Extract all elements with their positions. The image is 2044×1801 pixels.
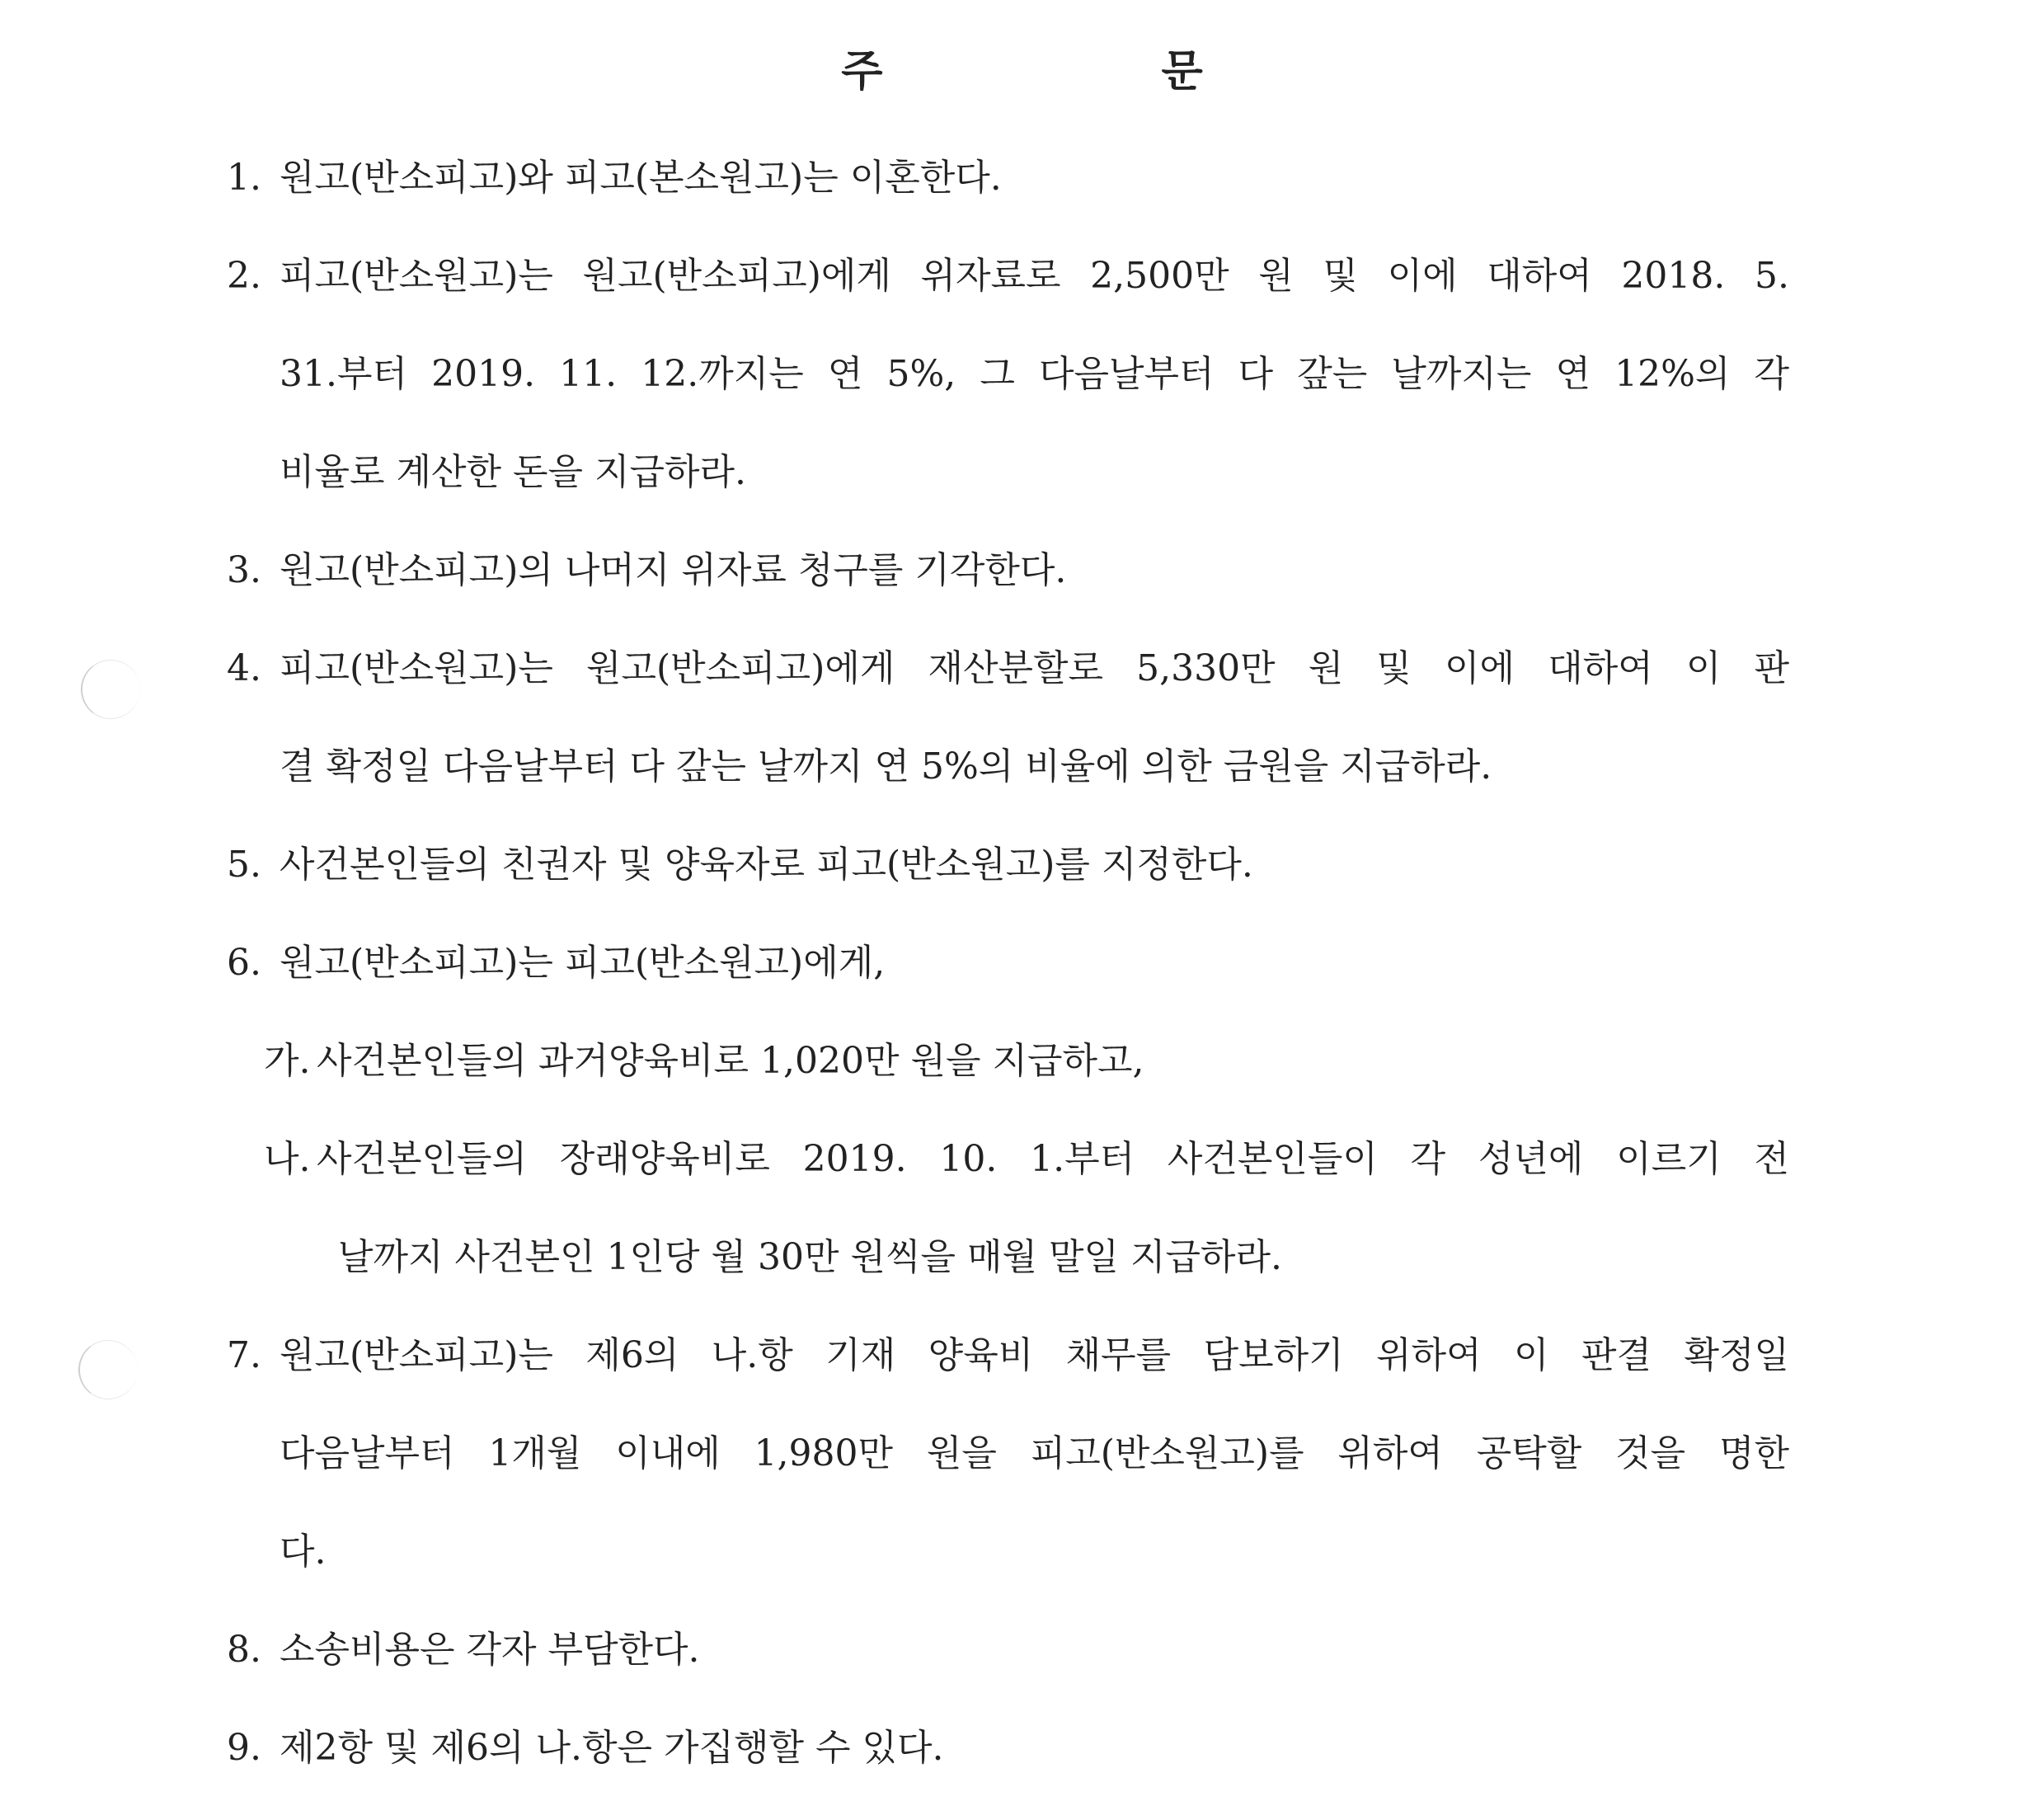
item-number: 9. bbox=[227, 1727, 261, 1769]
item-text: 피고(반소원고)는 원고(반소피고)에게 위자료로 2,500만 원 및 이에 대하여 2018. 5. bbox=[280, 255, 1789, 297]
item-1 bbox=[227, 153, 1002, 203]
item-4-continuation: 결 확정일 다음날부터 다 갚는 날까지 연 5%의 비율에 의한 금원을 지급하라. bbox=[280, 745, 1492, 788]
item-4 bbox=[227, 644, 1789, 694]
item-text: 피고(반소원고)는 원고(반소피고)에게 재산분할로 5,330만 원 및 이에 대하여 이 판 bbox=[280, 647, 1789, 689]
item-number: 2. bbox=[227, 255, 261, 297]
document-title: 주 문 bbox=[841, 46, 1335, 96]
item-text: 사건본인들의 장래양육비로 2019. 10. 1.부터 사건본인들이 각 성년에 이르기 전 bbox=[317, 1138, 1789, 1180]
item-2 bbox=[227, 252, 1789, 301]
binding-hole-mark bbox=[78, 1340, 138, 1399]
item-number: 가. bbox=[264, 1040, 311, 1082]
item-number: 5. bbox=[227, 844, 261, 886]
item-number: 8. bbox=[227, 1629, 261, 1671]
item-7-continuation: 다. bbox=[280, 1531, 327, 1573]
item-number: 1. bbox=[227, 157, 261, 199]
item-2-continuation: 비율로 계산한 돈을 지급하라. bbox=[280, 451, 746, 493]
item-6 bbox=[227, 938, 885, 988]
item-text: 제2항 및 제6의 나.항은 가집행할 수 있다. bbox=[280, 1727, 944, 1769]
item-9 bbox=[227, 1723, 943, 1773]
item-number: 7. bbox=[227, 1334, 261, 1376]
item-2-continuation: 31.부터 2019. 11. 12.까지는 연 5%, 그 다음날부터 다 갚는 날까지는 연 12%의 각 bbox=[280, 353, 1789, 395]
item-3 bbox=[227, 546, 1066, 595]
item-number: 4. bbox=[227, 647, 261, 689]
item-5 bbox=[227, 840, 1253, 890]
item-text: 소송비용은 각자 부담한다. bbox=[280, 1629, 700, 1671]
sub-item-na bbox=[264, 1135, 1789, 1184]
item-7 bbox=[227, 1331, 1789, 1380]
sub-item-na-continuation: 날까지 사건본인 1인당 월 30만 원씩을 매월 말일 지급하라. bbox=[338, 1236, 1282, 1278]
item-number: 나. bbox=[264, 1138, 311, 1180]
item-text: 원고(반소피고)의 나머지 위자료 청구를 기각한다. bbox=[280, 549, 1067, 591]
item-number: 6. bbox=[227, 942, 261, 984]
item-number: 3. bbox=[227, 549, 261, 591]
item-text: 원고(반소피고)와 피고(본소원고)는 이혼한다. bbox=[280, 157, 1002, 199]
sub-item-ga bbox=[264, 1037, 1144, 1086]
item-text: 원고(반소피고)는 제6의 나.항 기재 양육비 채무를 담보하기 위하여 이 판결 확정일 bbox=[280, 1334, 1789, 1376]
binding-hole-mark bbox=[81, 660, 140, 719]
item-text: 사건본인들의 과거양육비로 1,020만 원을 지급하고, bbox=[317, 1040, 1144, 1082]
item-7-continuation: 다음날부터 1개월 이내에 1,980만 원을 피고(반소원고)를 위하여 공탁할 것을 명한 bbox=[280, 1432, 1789, 1474]
item-text: 사건본인들의 친권자 및 양육자로 피고(반소원고)를 지정한다. bbox=[280, 844, 1253, 886]
item-8 bbox=[227, 1625, 700, 1675]
item-text: 원고(반소피고)는 피고(반소원고)에게, bbox=[280, 942, 886, 984]
